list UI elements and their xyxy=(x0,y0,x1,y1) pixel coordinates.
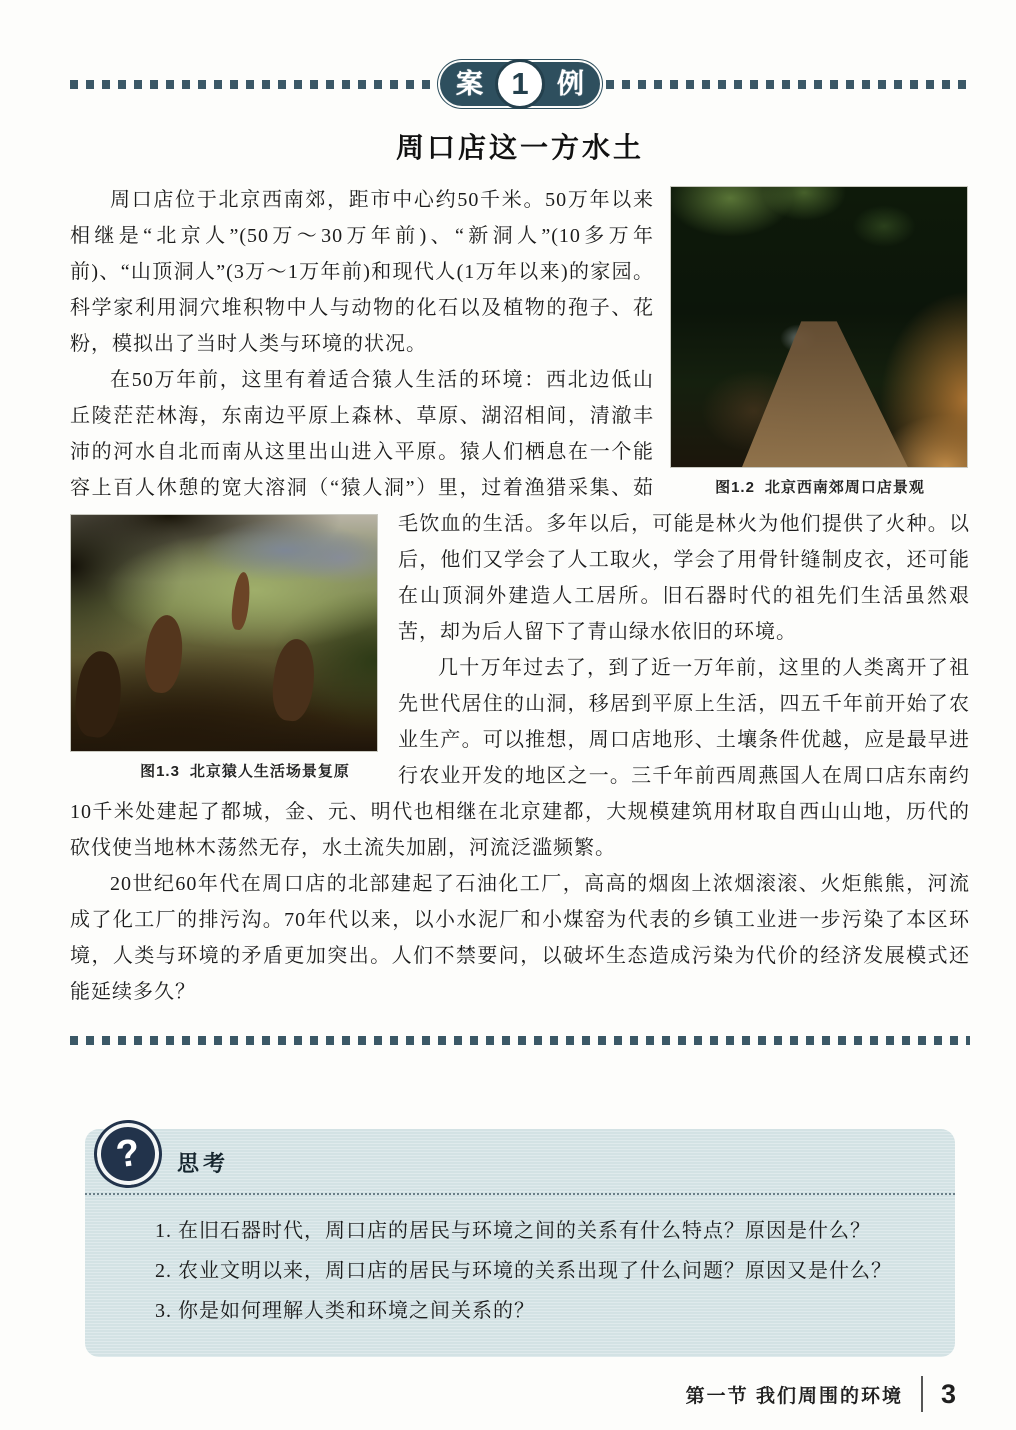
paragraph-4: 20世纪60年代在周口店的北部建起了石油化工厂，高高的烟囱上浓烟滚滚、火炬熊熊，河流成了化工厂的排污沟。70年代以来，以小水泥厂和小煤窑为代表的乡镇工业进一步污染了本区环境，人类与环境的矛盾更加突出。人们不禁要问，以破坏生态造成污染为代价的经济发展模式还能延续多久？ xyxy=(70,873,970,1003)
question-2: 2. 农业文明以来，周口店的居民与环境的关系出现了什么问题？原因又是什么？ xyxy=(155,1260,892,1282)
question-mark-icon: ? xyxy=(93,1119,163,1189)
question-3: 3. 你是如何理解人类和环境之间关系的？ xyxy=(155,1300,535,1322)
figure-caption xyxy=(70,762,380,782)
page-footer xyxy=(686,1376,956,1412)
think-box xyxy=(85,1129,955,1357)
page-number: 3 xyxy=(940,1378,956,1409)
figure-road-photo xyxy=(670,186,970,498)
figure-caption xyxy=(670,478,970,498)
dashed-divider xyxy=(70,1036,970,1045)
badge-char-right: 例 xyxy=(557,68,584,99)
question-1: 1. 在旧石器时代，周口店的居民与环境之间的关系有什么特点？原因是什么？ xyxy=(155,1220,871,1242)
think-box-header xyxy=(85,1129,955,1195)
footer-section-number: 第一节 xyxy=(685,1385,749,1407)
case-number-badge: 1 xyxy=(495,59,545,109)
peking-man-scene-image xyxy=(70,514,378,752)
case-article xyxy=(70,182,970,1010)
case-title: 周口店这一方水土 xyxy=(395,133,644,164)
figure-label: 图1.3 xyxy=(140,763,180,780)
dashed-divider xyxy=(606,80,970,89)
figure-label: 图1.2 xyxy=(715,479,755,496)
badge-char-left: 案 xyxy=(456,68,483,99)
zhoukoudian-landscape-image xyxy=(670,186,968,468)
case-header-rule xyxy=(70,62,970,106)
paragraph-2: 在50万年前，这里有着适合猿人生活的环境：西北边低山丘陵茫茫林海，东南边平原上森林、草原、湖沼相间，清澈丰沛的河水自北而南从这里出山进入平原。猿人们栖息在一个能容上百人休憩的宽大溶洞（“猿人洞”）里，过着渔猎采集、茹 图1.3 北京猿人生活场景复原 毛饮血的生活。多年以后，可能是林火为他们提供了火种。以后，他们又学会了人工取火，学会了用骨针缝制皮衣，还可能在山顶洞外建造人工居所。旧石器时代的祖先们生活虽然艰苦，却为后人留下了青山绿水依旧的环境。 xyxy=(70,369,970,780)
figure-cave-painting xyxy=(70,514,380,782)
figure-caption-text: 北京西南郊周口店景观 xyxy=(764,479,925,496)
dashed-divider xyxy=(70,80,434,89)
think-questions xyxy=(85,1195,955,1331)
paragraph-3: 几十万年过去了，到了近一万年前，这里的人类离开了祖先世代居住的山洞，移居到平原上生活，四五千年前开始了农业生产。可以推想，周口店地形、土壤条件优越，应是最早进行农业开发的地区之一。三千年前西周燕国人在周口店东南约10千米处建起了都城，金、元、明代也相继在北京建都，大规模建筑用材取自西山山地，历代的砍伐使当地林木荡然无存，水土流失加剧，河流泛滥频繁。 xyxy=(70,657,970,859)
think-heading: 思考 xyxy=(177,1150,230,1176)
paragraph-1: 周口店位于北京西南郊，距市中心约50千米。50万年以来相继是“北京人”(50万～30万年前)、“新洞人”(10多万年前)、“山顶洞人”(3万～1万年前)和现代人(1万年以来)的家园。科学家利用洞穴堆积物中人与动物的化石以及植物的孢子、花粉，模拟出了当时人类与环境的状况。 xyxy=(70,189,654,355)
footer-section xyxy=(686,1381,903,1408)
footer-section-title: 我们周围的环境 xyxy=(755,1385,903,1407)
figure-caption-text: 北京猿人生活场景复原 xyxy=(189,763,350,780)
footer-divider xyxy=(921,1376,923,1412)
case-badge xyxy=(440,62,600,106)
